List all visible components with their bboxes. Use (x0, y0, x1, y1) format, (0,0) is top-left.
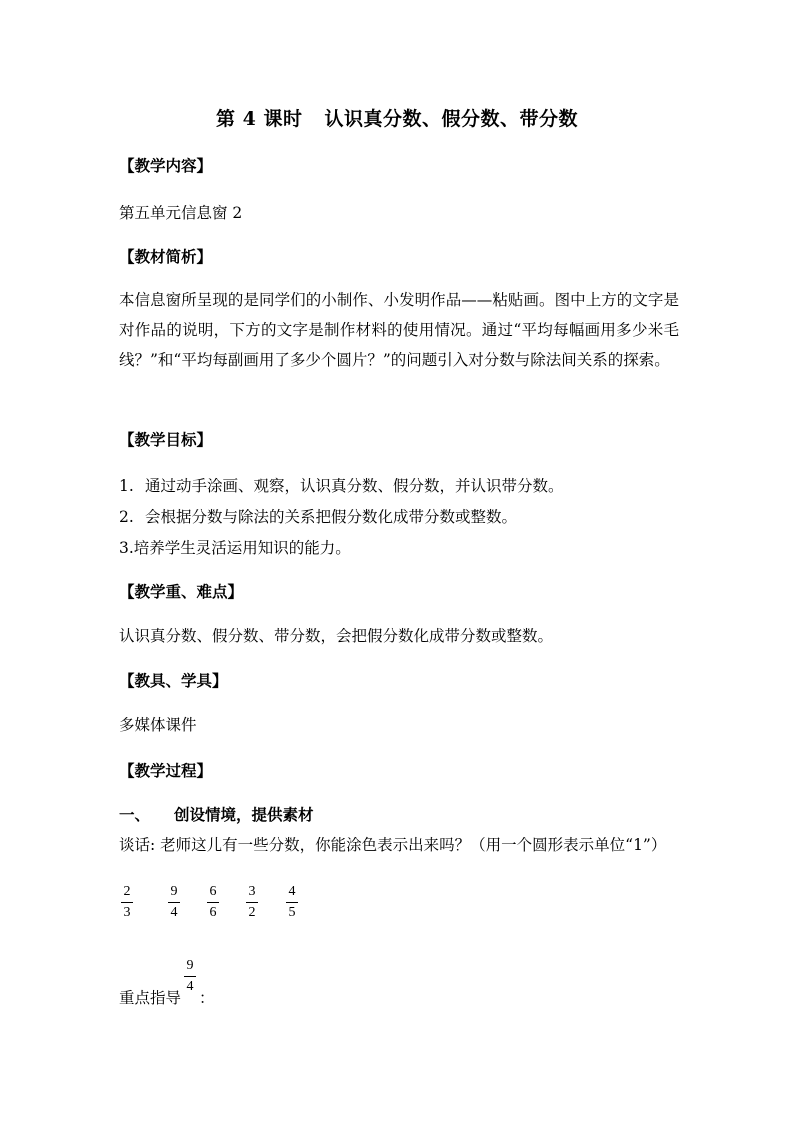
lesson-number: 第 4 课时 (216, 108, 303, 130)
focus-colon: ： (199, 989, 215, 1007)
fraction-4 (246, 884, 258, 921)
process-step-1 (119, 803, 314, 825)
heading-process: 【教学过程】 (119, 761, 213, 780)
focus-label: 重点指导 (119, 989, 182, 1007)
step-text: 创设情境，提供素材 (174, 805, 314, 824)
analysis-text: 本信息窗所呈现的是同学们的小制作、小发明作品——粘贴画。图中上方的文字是对作品的说明，下方的文字是制作材料的使用情况。通过“平均每幅画用多少米毛线？”和“平均每副画用了多少个圆片？”的问题引入对分数与除法间关系的探索。 (119, 291, 679, 369)
fraction-bar (184, 976, 196, 977)
numerator: 2 (123, 884, 131, 899)
denominator: 6 (209, 905, 217, 920)
goal-text: 会根据分数与除法的关系把假分数化成带分数或整数。 (145, 508, 518, 526)
denominator: 5 (288, 905, 296, 920)
lesson-topic: 认识真分数、假分数、带分数 (324, 108, 578, 130)
fraction-bar (121, 902, 133, 903)
denominator: 4 (170, 905, 178, 920)
tools-text: 多媒体课件 (119, 716, 197, 734)
denominator: 4 (186, 979, 194, 994)
goal-number: 1. (119, 477, 134, 495)
fraction-bar (246, 902, 258, 903)
goal-item-2 (119, 505, 517, 527)
goal-number: 2. (119, 508, 134, 526)
fraction-5 (286, 884, 298, 921)
numerator: 4 (288, 884, 296, 899)
fraction-bar (168, 902, 180, 903)
heading-tools: 【教具、学具】 (119, 671, 228, 690)
denominator: 2 (248, 905, 256, 920)
focus-fraction (184, 958, 196, 995)
goal-number: 3. (119, 539, 134, 557)
content-text: 第五单元信息窗 2 (119, 204, 243, 222)
numerator: 9 (170, 884, 178, 899)
fraction-3 (207, 884, 219, 921)
goal-item-1 (119, 474, 564, 496)
goal-text: 培养学生灵活运用知识的能力。 (133, 539, 351, 557)
goal-text: 通过动手涂画、观察，认识真分数、假分数，并认识带分数。 (145, 477, 564, 495)
goal-item-3 (119, 536, 351, 558)
numerator: 9 (186, 958, 194, 973)
numerator: 3 (248, 884, 256, 899)
fraction-1 (121, 884, 133, 921)
heading-analysis: 【教材简析】 (119, 247, 213, 266)
heading-key-points: 【教学重、难点】 (119, 582, 244, 601)
numerator: 6 (209, 884, 217, 899)
fraction-2 (168, 884, 180, 921)
heading-goals: 【教学目标】 (119, 430, 213, 449)
fraction-bar (207, 902, 219, 903)
denominator: 3 (123, 905, 131, 920)
step-number: 一、 (119, 805, 151, 824)
heading-content: 【教学内容】 (119, 156, 213, 175)
talk-text: 谈话: 老师这儿有一些分数，你能涂色表示出来吗？（用一个圆形表示单位“1”） (119, 836, 667, 854)
page-title (0, 104, 794, 131)
key-points-text: 认识真分数、假分数、带分数，会把假分数化成带分数或整数。 (119, 627, 554, 645)
fraction-bar (286, 902, 298, 903)
